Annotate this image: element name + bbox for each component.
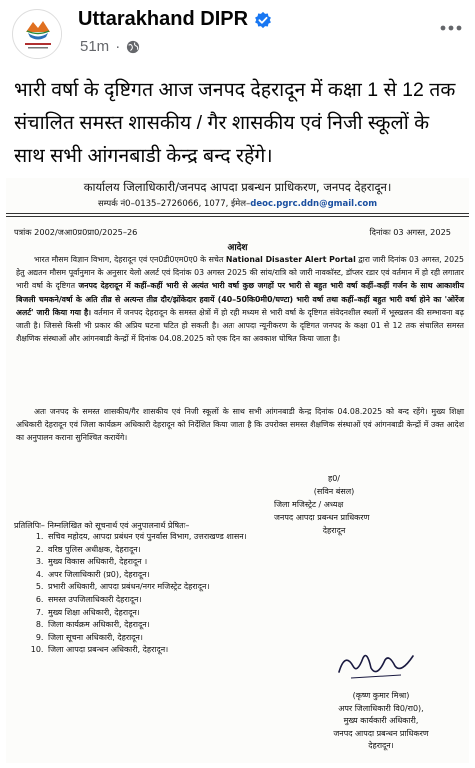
list-item: 3. मुख्य विकास अधिकारी, देहरादून ।: [46, 556, 247, 569]
more-options-icon[interactable]: [437, 18, 465, 38]
post-caption: भारी वर्षा के दृष्टिगत आज जनपद देहरादून में कक्षा 1 से 12 तक संचालित समस्त शासकीय / गैर शासकीय एवं निजी स्कूलों के साथ सभी आंगनबाडी केन्द्र बन्द रहेंगे।: [14, 79, 456, 167]
order-paragraph-1: [16, 253, 464, 345]
globe-icon: [126, 40, 140, 54]
page-name[interactable]: [78, 8, 272, 31]
list-item: 2. वरिष्ठ पुलिस अधीक्षक, देहरादून।: [46, 544, 247, 557]
copy-to-heading: प्रतिलिपिः– निम्नलिखित को सूचनार्थ एवं अनुपालनार्थ प्रेषितः–: [14, 521, 190, 530]
para1-text-a: भारत मौसम विज्ञान विभाग, देहरादून एवं एन0डी0एम0ए0 के सचेत: [34, 255, 226, 264]
para1-text-c: द्वारा जारी दिनांक 03 अगस्त, 2025 हेतु अद्यतन मौसम पूर्वानुमान के अनुसार येलो अलर्ट एवं दिनांक 03 अगस्त 2025 की सांय/रात्रि को जारी नावकॉस्ट, डॉप्लर रडार एवं वर्तमान में हो रही लगातार भारी वर्षा के दृष्टिगत: [16, 255, 464, 291]
contact-line: [6, 198, 469, 209]
page-avatar[interactable]: [12, 9, 62, 59]
para1-alert-text: जनपद देहरादून में कहीं–कहीं भारी से अत्यंत भारी वर्षा कुछ जगहों पर भारी से बहुत भारी वर्षा कहीं–कहीं गर्जन के साथ आकाशीय बिजली चमकने/वर्षा के अति तीव्र से अत्यन्त तीव्र दौर/झोंकेदार हवायें (40–50कि0मी0/घण्टा) भारी वर्षा तथा कहीं–कहीं बहुत भारी वर्षा होने का 'ओरेंज अलर्ट' जारी किया गया है।: [16, 281, 464, 317]
list-item: 9. जिला सूचना अधिकारी, देहरादून।: [46, 632, 247, 645]
handwritten-signature: [331, 644, 421, 684]
list-item: 7. मुख्य शिक्षा अधिकारी, देहरादून।: [46, 607, 247, 620]
copy-to-list: [26, 531, 247, 657]
dm-designation: जिला मजिस्ट्रेट / अध्यक्ष: [274, 500, 344, 509]
sig-mark: ह0/: [327, 474, 341, 483]
verified-badge-icon: [254, 11, 272, 29]
contact-email: deoc.pgrc.ddn@gmail.com: [250, 199, 378, 209]
list-item: 8. जिला कार्यक्रम अधिकारी, देहरादून।: [46, 619, 247, 632]
adm-role: मुख्य कार्यकारी अधिकारी,: [343, 716, 419, 726]
adm-designation: अपर जिलाधिकारी वि0/रा0),: [338, 703, 424, 713]
contact-numbers: सम्पर्क नं0–0135–2726066, 1077, ईमेल–: [97, 199, 251, 209]
uttarakhand-emblem-icon: [13, 10, 62, 59]
post-time[interactable]: 51m: [80, 38, 110, 55]
reference-number: पत्रांक 2002/जआ0प्र0प्रा0/2025–26: [14, 227, 138, 237]
office-name: कार्यालय जिलाधिकारी/जनपद आपदा प्रबन्धन प्राधिकरण, जनपद देहरादून।: [83, 180, 392, 194]
separator-dot: ·: [115, 38, 121, 55]
list-item: 5. प्रभारी अधिकारी, आपदा प्रबंधन/नगर मजिस्ट्रेट देहरादून।: [46, 581, 247, 594]
para1-portal-name: National Disaster Alert Portal: [225, 255, 356, 264]
dm-authority: जनपद आपदा प्रबन्धन प्राधिकरण: [274, 513, 370, 522]
post-header: [0, 0, 475, 66]
post-meta: [80, 38, 140, 55]
list-item: 4. अपर जिलाधिकारी (प्र0), देहरादून।: [46, 569, 247, 582]
list-item: 6. समस्त उपजिलाधिकारी देहरादून।: [46, 594, 247, 607]
adm-authority: जनपद आपदा प्रबन्धन प्राधिकरण: [333, 728, 429, 738]
author-name[interactable]: Uttarakhand DIPR: [78, 8, 249, 30]
header-rule-double: [6, 216, 469, 217]
order-date: दिनांकः 03 अगस्त, 2025: [369, 227, 451, 237]
dm-signature-block: [274, 472, 394, 537]
adm-city: देहरादून।: [368, 741, 394, 751]
order-paragraph-2: अतः जनपद के समस्त शासकीय/गैर शासकीय एवं निजी स्कूलों के साथ सभी आंगनबाडी केन्द्र दिनांक 04.08.2025 को बन्द रहेंगे। मुख्य शिक्षा अधिकारी देहरादून एवं जिला कार्यक्रम अधिकारी देहरादून को निर्देशित किया जाता है कि उपरोक्त समस्त शैक्षणिक संस्थाओं एवं आंगनबाडी केन्द्रों में उक्त आदेश का अनुपालन कराना सुनिश्चित करायेंगे।: [16, 407, 464, 443]
order-document-image[interactable]: [6, 178, 469, 763]
dm-city: देहरादून: [322, 526, 346, 535]
list-item: 10. जिला आपदा प्रबन्धन अधिकारी, देहरादून।: [46, 644, 247, 657]
para1-text-e: वर्तमान में जनपद देहरादून के समस्त क्षेत्रों में हो रही मध्यम से भारी वर्षा के दृष्टिगत संवेदनशील स्थलों में भूस्खलन की सम्भावना बढ़ जाती है। जिससे किसी भी प्रकार की अप्रिय घटना घटित हो सकती है। अतः आपदा न्यूनीकरण के दृष्टिगत जनपद के कक्षा 01 से 12 तक संचालित समस्त शैक्षणिक संस्थाओं और आंगनबाडी केन्द्रों में दिनांक 04.08.2025 को एक दिन का अवकाश घोषित किया जाता है।: [16, 307, 464, 344]
dm-name: (सविन बंसल): [313, 487, 355, 496]
adm-name: (कृष्ण कुमार मिश्रा): [352, 691, 410, 700]
order-heading: आदेश: [227, 243, 248, 253]
list-item: 1. सचिव महोदय, आपदा प्रबंधन एवं पुनर्वास विभाग, उत्तराखण्ड शासन।: [46, 531, 247, 544]
adm-signature-block: [306, 690, 456, 753]
header-rule: [6, 213, 469, 214]
